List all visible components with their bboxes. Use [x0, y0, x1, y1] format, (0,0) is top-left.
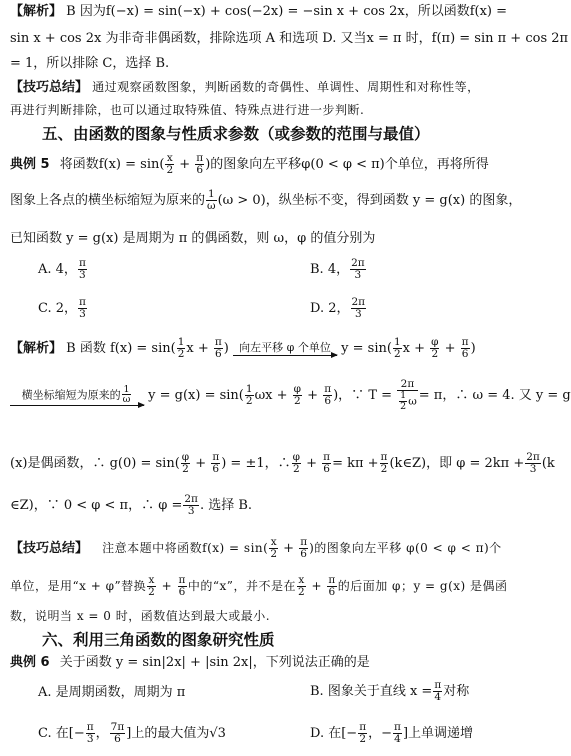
- option-a[interactable]: A. 4， $\frac{\pi}{3}$: [38, 257, 86, 282]
- analysis2-line1: 【解析】 B 函数 f(x) = sin( $\frac{1}{2}$ x + $\frac{\pi}{6}$ ) 向左平移 φ 个单位 y = sin( $\frac{1}{2}$ x + $\frac{\varphi}{2}$ + $\frac{\pi}{6}$ ): [10, 336, 476, 361]
- example5-line3: 已知函数 y = g(x) 是周期为 π 的偶函数，则 ω，φ 的值分别为: [10, 231, 376, 246]
- option-a[interactable]: A. 是周期函数，周期为 π: [38, 685, 186, 700]
- tips2-line1: 【技巧总结】 注意本题中将函数f(x) = sin( $\frac{x}{2}$ + $\frac{\pi}{6}$ )的图象向左平移 φ(0 < φ < π)个: [10, 536, 502, 561]
- example5-line1: 典例 5 将函数f(x) = sin( $\frac{x}{2}$ + $\frac{\pi}{6}$ )的图象向左平移φ(0 < φ < π)个单位，再将所得: [10, 152, 489, 177]
- fraction: $\frac{\pi}{6}$: [196, 152, 204, 177]
- fraction: $\frac{x}{2}$: [166, 152, 174, 177]
- analysis2-line4: ∈Z)，∵ 0 < φ < π，∴ φ = $\frac{2\pi}{3}$ . 选择 B.: [10, 493, 253, 518]
- example6-stem: 典例 6 关于函数 y = sin|2x| + |sin 2x|，下列说法正确的是: [10, 655, 370, 670]
- analysis1-line3: = 1，所以排除 C，选择 B.: [10, 56, 170, 71]
- example5-line2: 图象上各点的横坐标缩短为原来的 $\frac{1}{\omega}$ (ω > 0)，纵坐标不变，得到函数 y = g(x) 的图象，: [10, 188, 522, 213]
- tips1-line1: 【技巧总结】 通过观察函数图象，判断函数的奇偶性、单调性、周期性和对称性等，: [10, 80, 480, 95]
- option-d[interactable]: D. 在[− $\frac{\pi}{2}$ ，− $\frac{\pi}{4}$ ]上单调递增: [310, 721, 474, 746]
- analysis-tag: 【解析】: [10, 341, 63, 357]
- tips-tag: 【技巧总结】: [10, 80, 89, 95]
- analysis-tag: 【解析】: [10, 4, 63, 19]
- option-c[interactable]: C. 2， $\frac{\pi}{3}$: [38, 296, 86, 321]
- tips1-line2: 再进行判断排除，也可以通过取特殊值、特殊点进行进一步判断.: [10, 103, 365, 117]
- example-label: 典例 5: [10, 157, 50, 173]
- example-label: 典例 6: [10, 655, 50, 670]
- shift-arrow: 向左平移 φ 个单位: [233, 341, 337, 356]
- analysis1-line2: sin x + cos 2x 为非奇非偶函数，排除选项 A 和选项 D. 又当x = π 时，f(π) = sin π + cos 2π: [10, 31, 569, 46]
- fraction: $\frac{1}{\omega}$: [207, 188, 216, 213]
- section-heading-6: 六、利用三角函数的图象研究性质: [42, 631, 275, 649]
- tips2-line2: 单位，是用“x + φ”替换 $\frac{x}{2}$ + $\frac{\pi}{6}$ 中的“x”，并不是在 $\frac{x}{2}$ + $\frac{\pi}{6}$ 的后面加 φ；y = g(x) 是偶函: [10, 574, 508, 599]
- analysis2-line3: (x)是偶函数，∴ g(0) = sin( $\frac{\varphi}{2}$ + $\frac{\pi}{6}$ ) = ±1，∴ $\frac{\varphi}{2}$ + $\frac{\pi}{6}$ = kπ + $\frac{\pi}{2}$ (k∈Z)，即 φ = 2kπ + $\frac{2\pi}{3}$ (k: [10, 451, 555, 476]
- option-d[interactable]: D. 2， $\frac{2\pi}{3}$: [310, 296, 366, 321]
- tips-tag: 【技巧总结】: [10, 541, 89, 557]
- option-c[interactable]: C. 在[− $\frac{\pi}{3}$ ， $\frac{7\pi}{6}$ ]上的最大值为√3: [38, 721, 226, 746]
- option-b[interactable]: B. 图象关于直线 x = $\frac{\pi}{4}$ 对称: [310, 679, 470, 704]
- analysis2-line2: 横坐标缩短为原来的 $\frac{1}{\omega}$ y = g(x) = sin( $\frac{1}{2}$ ωx + $\frac{\varphi}{2}$ + $\frac{\pi}{6}$ )，∵ T = 2π $\frac{1}{2}$ ω = π，∴ ω = 4. 又 y = g: [10, 379, 532, 412]
- section-heading-5: 五、由函数的图象与性质求参数（或参数的范围与最值）: [42, 125, 430, 143]
- analysis1-line1: 【解析】 B 因为f(−x) = sin(−x) + cos(−2x) = −sin x + cos 2x，所以函数f(x) =: [10, 4, 508, 19]
- scale-arrow: 横坐标缩短为原来的 $\frac{1}{\omega}$: [10, 385, 144, 407]
- option-b[interactable]: B. 4， $\frac{2\pi}{3}$: [310, 257, 365, 282]
- tips2-line3: 数，说明当 x = 0 时，函数值达到最大或最小.: [10, 609, 271, 623]
